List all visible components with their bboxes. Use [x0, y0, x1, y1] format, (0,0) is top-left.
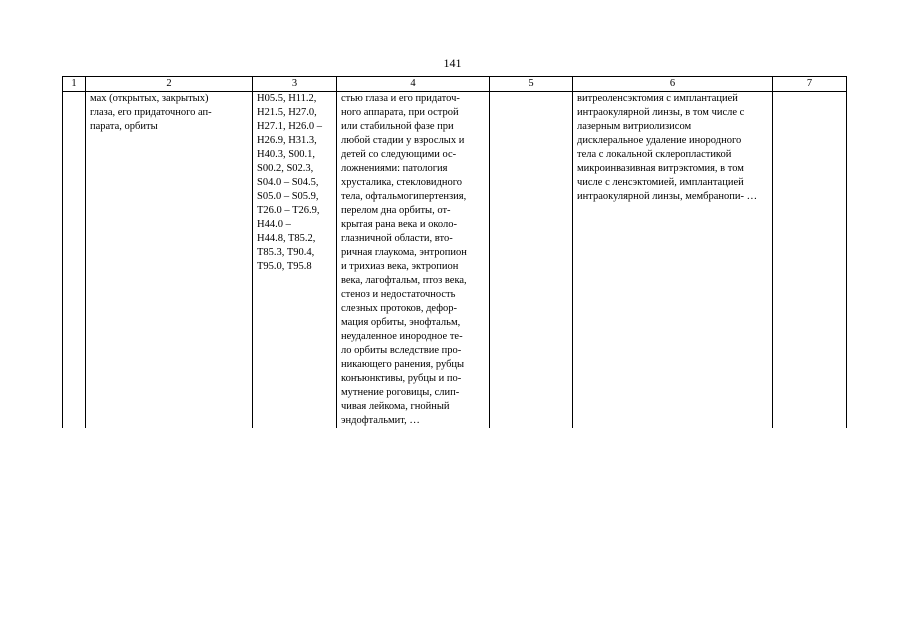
column-header-5: 5 [490, 77, 573, 92]
header-row [63, 77, 847, 92]
cell-patient-model: стью глаза и его придаточ- ного аппарата, при острой или стабильной фазе при любой стадии у взрослых и детей со следующими ос- ложнениями: патология хрусталика, стекловидного тела, офтальмогипертензия, перелом дна орбиты, от- крытая рана века и около- глазничной области, вто- ричная глаукома, энтропион и трихиаз века, эктропион века, лагофтальм, птоз века, стеноз и недостаточность слезных протоков, дефор- мация орбиты, энофтальм, неудаленное инородное те- ло орбиты вследствие про- никающего ранения, рубцы конъюнктивы, рубцы и по- мутнение роговицы, слип- чивая лейкома, гнойный эндофтальмит, … [337, 92, 490, 429]
cell-number [63, 92, 86, 429]
medical-procedures-table [62, 76, 847, 428]
cell-icd-codes: H05.5, H11.2, H21.5, H27.0, H27.1, H26.0 – H26.9, H31.3, H40.3, S00.1, S00.2, S02.3, S04.0 – S04.5, S05.0 – S05.9, T26.0 – T26.9, H44.0 – H44.8, T85.2, T85.3, T90.4, T95.0, T95.8 [253, 92, 337, 429]
cell-cost [773, 92, 847, 429]
column-header-1: 1 [63, 77, 86, 92]
cell-treatment-methods: витреоленсэктомия с имплантацией интраокулярной линзы, в том числе с лазерным витриолизисом дисклеральное удаление инородного тела с локальной склеропластикой микроинвазивная витрэктомия, в том числе с ленсэктомией, имплантацией интраокулярной линзы, мембранопи- … [573, 92, 773, 429]
column-header-2: 2 [86, 77, 253, 92]
column-header-7: 7 [773, 77, 847, 92]
column-header-4: 4 [337, 77, 490, 92]
cell-condition: мах (открытых, закрытых) глаза, его придаточного ап- парата, орбиты [86, 92, 253, 429]
column-header-6: 6 [573, 77, 773, 92]
table-row [63, 92, 847, 429]
cell-treatment-type [490, 92, 573, 429]
page-number: 141 [443, 56, 462, 70]
column-header-3: 3 [253, 77, 337, 92]
